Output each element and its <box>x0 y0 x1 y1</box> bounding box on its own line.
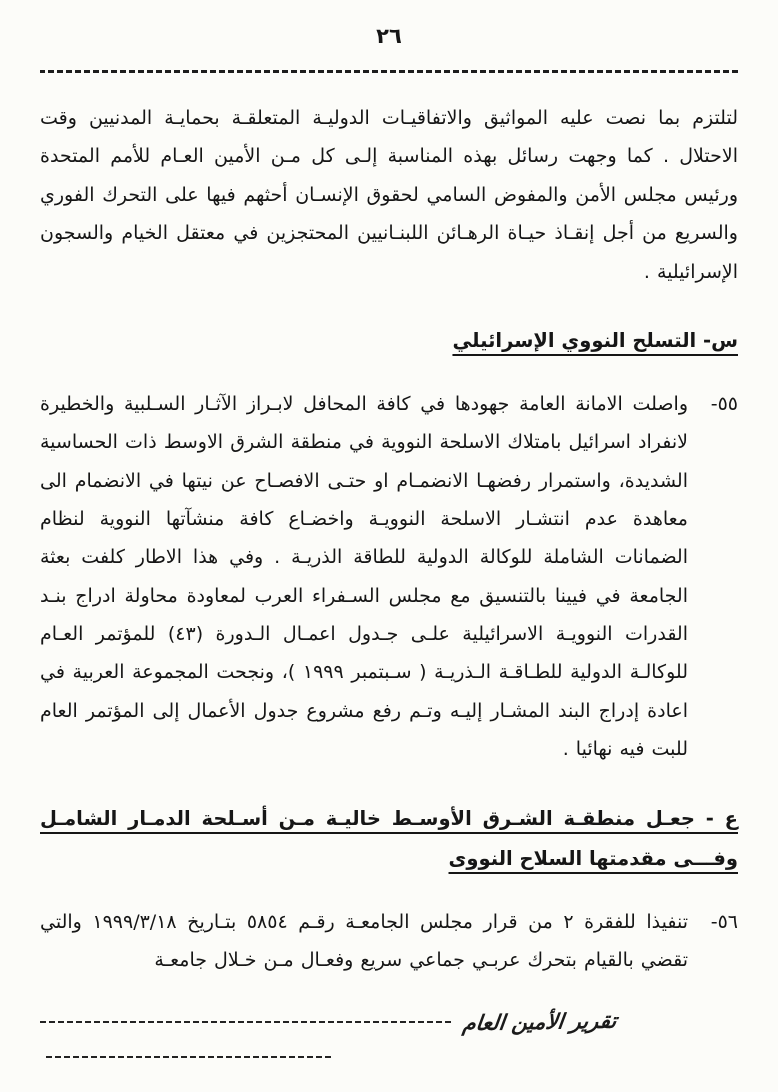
item-56-number: ٥٦- <box>710 910 738 933</box>
top-divider <box>40 70 738 73</box>
page-number: ٢٦ <box>376 24 402 48</box>
page-footer <box>40 1010 736 1034</box>
footer-divider <box>40 1021 451 1023</box>
list-item-55 <box>40 385 738 769</box>
item-55-number: ٥٥- <box>710 392 738 415</box>
section-ain-heading: ع - جعـل منطقـة الشـرق الأوسـط خاليـة مـن أسـلحة الدمـار الشامـل وفـــى مقدمتها السلاح النووى <box>40 806 738 870</box>
list-item-56 <box>40 903 738 980</box>
footer-handwritten-note: تقرير الأمين العام <box>461 1008 618 1036</box>
footer-divider-2 <box>46 1056 334 1058</box>
item-55-text: واصلت الامانة العامة جهودها في كافة المحافل لابـراز الآثـار السـلبية والخطيرة لانفراد اسرائيل بامتلاك الاسلحة النووية في منطقة الشرق الاوسط ذات الحساسية الشديدة، واستمرار رفضهـا الانضمـام او حتـى الافصـاح عن نيتها في الانضمام الى معاهدة عدم انتشـار الاسلحة النوويـة واخضـاع كافة منشآتها النووية لنظام الضمانات الشاملة للوكالة الدولية للطاقة الذريـة . وفي هذا الاطار كلفت بعثة الجامعة في فيينا بالتنسيق مع مجلس السـفراء العرب لمعاودة محاولة ادراج بنـد القدرات النوويـة الاسرائيلية علـى جـدول اعمـال الـدورة (٤٣) للمؤتمر العـام للوكالـة الدولية للطـاقـة الـذريـة ( سـبتمبر ١٩٩٩ )، ونجحت المجموعة العربية في اعادة إدراج البند المشـار إليـه وتـم رفع مشروع جدول الأعمال إلى المؤتمر العام للبت فيه نهائيا . <box>40 392 688 761</box>
item-56-text: تنفيذا للفقرة ٢ من قرار مجلس الجامعـة رقـم ٥٨٥٤ بتـاريخ ١٩٩٩/٣/١٨ والتي تقضي بالقيام بتحرك عربـي جماعي سريع وفعـال مـن خـلال جامعـة <box>40 910 688 971</box>
intro-paragraph: لتلتزم بما نصت عليه المواثيق والاتفاقيـات الدوليـة المتعلقـة بحمايـة المدنيين وقت الاحتلال . كما وجهت رسائل بهذه المناسبة إلـى كل مـن الأمين العـام للأمم المتحدة ورئيس مجلس الأمن والمفوض السامي لحقوق الإنسـان أحثهم فيها على التحرك الفوري والسريع من أجل إنقـاذ حيـاة الرهـائن اللبنـانيين المحتجزين في معتقل الخيام والسجون الإسرائيلية . <box>40 107 738 283</box>
section-s-heading: س- التسلح النووي الإسرائيلي <box>452 328 738 352</box>
